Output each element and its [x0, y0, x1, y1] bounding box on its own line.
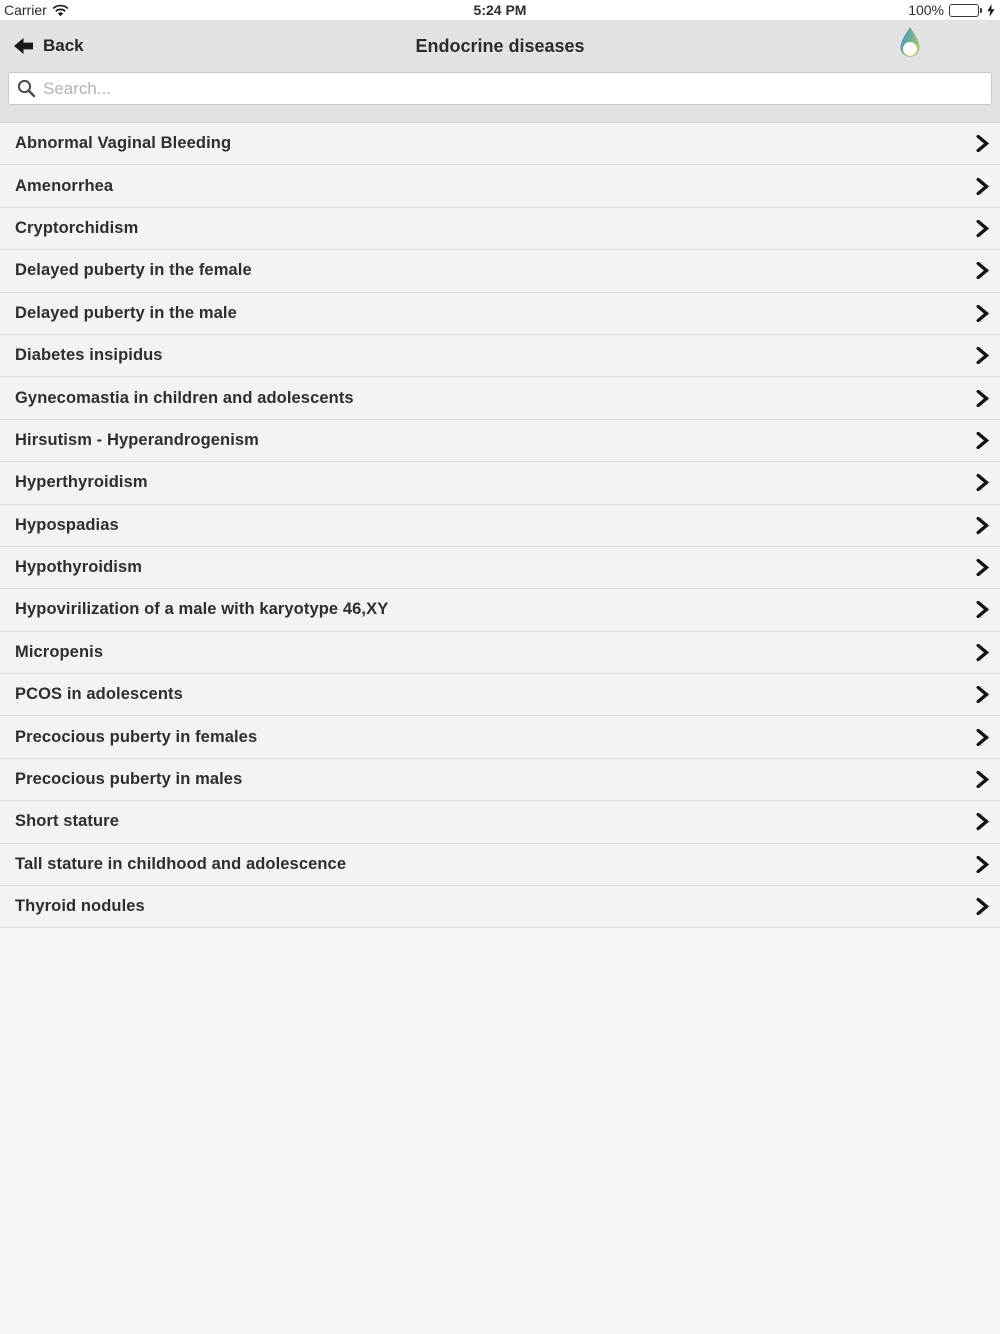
chevron-right-icon [976, 856, 989, 873]
list-item-label: Short stature [15, 812, 119, 831]
list-item[interactable] [0, 462, 1000, 504]
chevron-right-icon [976, 390, 989, 407]
list-item[interactable] [0, 674, 1000, 716]
chevron-right-icon [976, 474, 989, 491]
list-item-label: Hypothyroidism [15, 558, 142, 577]
list-item[interactable] [0, 886, 1000, 928]
chevron-right-icon [976, 686, 989, 703]
list-item-label: Hyperthyroidism [15, 473, 148, 492]
list-item[interactable] [0, 123, 1000, 165]
list-item-label: Hypovirilization of a male with karyotype 46,XY [15, 600, 389, 619]
list-item[interactable] [0, 759, 1000, 801]
page-title: Endocrine diseases [415, 35, 585, 56]
list-item[interactable] [0, 250, 1000, 292]
list-item[interactable] [0, 716, 1000, 758]
list-item-label: Amenorrhea [15, 176, 114, 195]
list-item-label: Cryptorchidism [15, 218, 139, 237]
chevron-right-icon [976, 432, 989, 449]
list-item[interactable] [0, 165, 1000, 207]
list-item[interactable] [0, 547, 1000, 589]
chevron-right-icon [976, 601, 989, 618]
chevron-right-icon [976, 771, 989, 788]
disease-list [0, 122, 1000, 928]
list-item-label: Hirsutism - Hyperandrogenism [15, 430, 259, 449]
list-item[interactable] [0, 420, 1000, 462]
drop-flame-logo [897, 26, 923, 60]
list-item-label: Precocious puberty in males [15, 770, 243, 789]
chevron-right-icon [976, 178, 989, 195]
list-item[interactable] [0, 208, 1000, 250]
list-item[interactable] [0, 505, 1000, 547]
list-item-label: Gynecomastia in children and adolescents [15, 388, 354, 407]
chevron-right-icon [976, 644, 989, 661]
list-item-label: Thyroid nodules [15, 897, 145, 916]
list-item-label: Micropenis [15, 642, 104, 661]
list-item-label: Delayed puberty in the female [15, 261, 252, 280]
chevron-right-icon [976, 729, 989, 746]
chevron-right-icon [976, 262, 989, 279]
list-item-label: Diabetes insipidus [15, 346, 163, 365]
list-item-label: PCOS in adolescents [15, 685, 183, 704]
list-item[interactable] [0, 844, 1000, 886]
back-button-label: Back [43, 36, 84, 55]
navigation-bar [0, 20, 1000, 122]
status-bar [0, 0, 1000, 20]
chevron-right-icon [976, 517, 989, 534]
search-input[interactable] [8, 72, 992, 105]
chevron-right-icon [976, 559, 989, 576]
chevron-right-icon [976, 220, 989, 237]
battery-percent-label: 100% [908, 2, 944, 18]
list-item[interactable] [0, 801, 1000, 843]
carrier-label: Carrier [4, 2, 47, 18]
chevron-right-icon [976, 898, 989, 915]
clock: 5:24 PM [473, 2, 527, 18]
list-item[interactable] [0, 589, 1000, 631]
arrow-left-icon [14, 38, 34, 54]
chevron-right-icon [976, 813, 989, 830]
list-item-label: Precocious puberty in females [15, 727, 258, 746]
battery-icon [949, 4, 982, 17]
list-item-label: Abnormal Vaginal Bleeding [15, 134, 232, 153]
list-item[interactable] [0, 377, 1000, 419]
list-item-label: Hypospadias [15, 515, 119, 534]
list-item-label: Delayed puberty in the male [15, 303, 237, 322]
list-item-label: Tall stature in childhood and adolescence [15, 854, 347, 873]
list-item[interactable] [0, 293, 1000, 335]
list-item[interactable] [0, 632, 1000, 674]
lightning-bolt-icon [987, 4, 995, 17]
chevron-right-icon [976, 305, 989, 322]
chevron-right-icon [976, 347, 989, 364]
back-button[interactable] [0, 20, 98, 72]
wifi-icon [52, 4, 69, 17]
chevron-right-icon [976, 135, 989, 152]
list-item[interactable] [0, 335, 1000, 377]
